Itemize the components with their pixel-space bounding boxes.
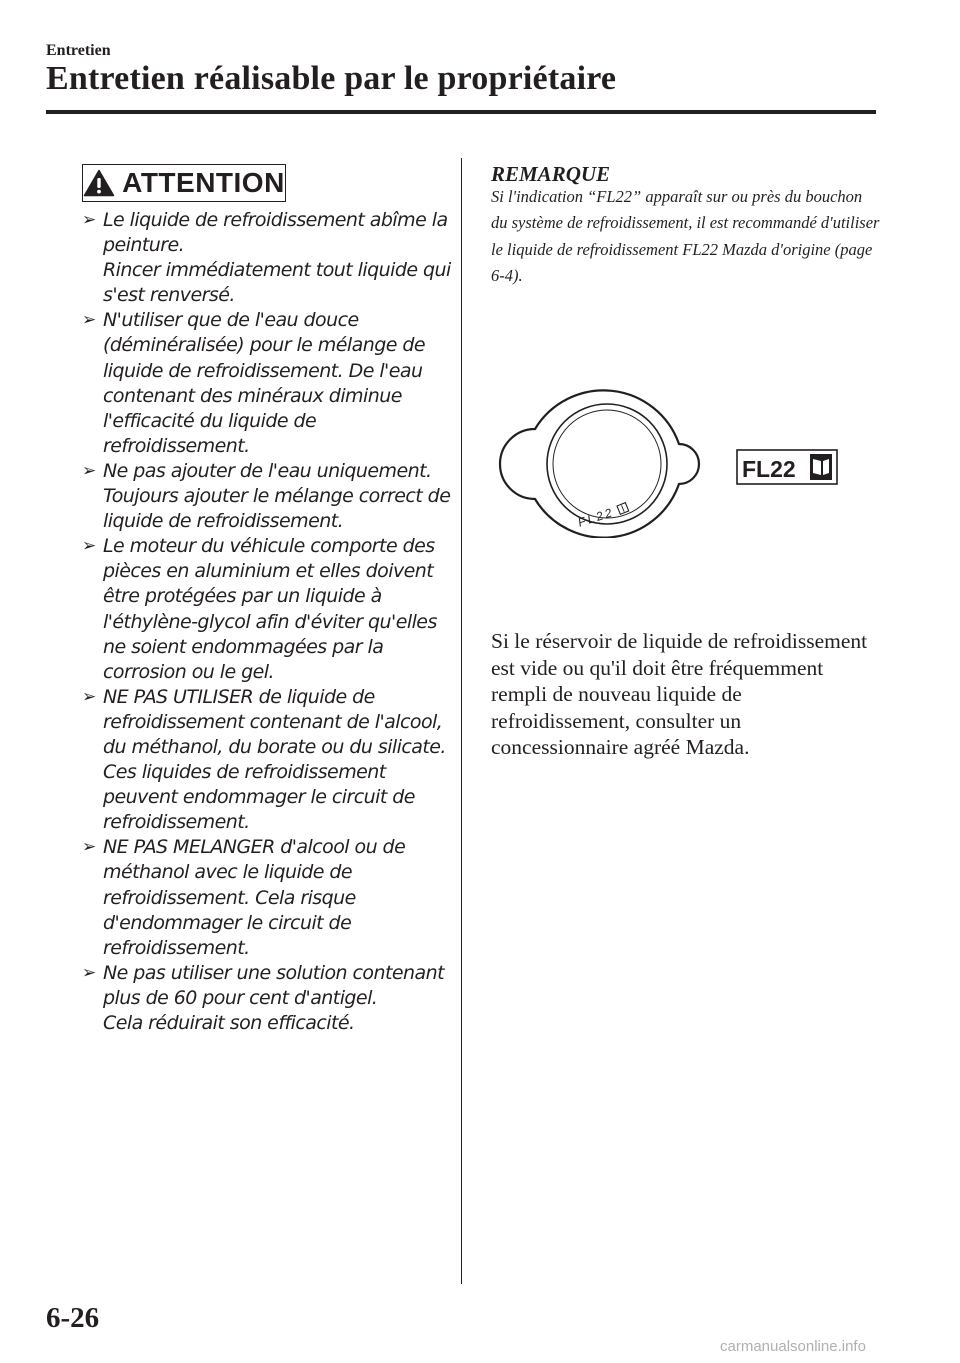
fl22-label-text: FL22 <box>742 456 796 482</box>
bullet-arrow-icon: ➢ <box>82 310 96 331</box>
warning-item-text: Ne pas ajouter de l'eau uniquement. Toujours ajouter le mélange correct de liquide de refroidissement. <box>103 459 451 533</box>
warning-item-text: Cela réduirait son efficacité. <box>103 1012 355 1034</box>
fl22-label <box>737 450 837 484</box>
section-label: Entretien <box>46 42 111 59</box>
warning-item <box>82 534 452 685</box>
cap-marking: FL22 <box>576 504 616 530</box>
warning-item <box>82 835 452 960</box>
manual-book-icon <box>810 454 832 480</box>
warning-box <box>82 164 286 202</box>
warning-item-text: NE PAS UTILISER de liquide de refroidissement contenant de l'alcool, du méthanol, du borate ou du silicate. <box>103 685 446 758</box>
warning-item-text: Le moteur du véhicule comporte des pièces en aluminium et elles doivent être protégées par un liquide à l'éthylène-glycol afin d'éviter qu'elles ne soient endommagées par la corrosion ou le gel. <box>103 535 437 683</box>
radiator-cap-icon <box>500 390 699 537</box>
radiator-cap-illustration <box>491 388 851 538</box>
warning-item <box>82 208 452 308</box>
warning-item-text: Ne pas utiliser une solution contenant plus de 60 pour cent d'antigel. <box>103 961 444 1009</box>
warning-item <box>82 459 452 534</box>
warning-item-text: NE PAS MELANGER d'alcool ou de méthanol avec le liquide de refroidissement. Cela risque d'endommager le circuit de refroidissement. <box>103 836 406 959</box>
bullet-arrow-icon: ➢ <box>82 460 96 481</box>
warning-item-text: N'utiliser que de l'eau douce (déminéralisée) pour le mélange de liquide de refroidissement. De l'eau contenant des minéraux diminue l'efficacité du liquide de refroidissement. <box>103 309 426 457</box>
body-text: Si le réservoir de liquide de refroidissement est vide ou qu'il doit être fréquemment rempli de nouveau liquide de refroidissement, consulter un concessionnaire agréé Mazda. <box>491 629 868 760</box>
warning-item-text: Ces liquides de refroidissement peuvent endommager le circuit de refroidissement. <box>103 761 415 834</box>
column-divider <box>461 158 462 1284</box>
bullet-arrow-icon: ➢ <box>82 686 96 707</box>
page-title: Entretien réalisable par le propriétaire <box>46 60 617 97</box>
warning-item <box>82 961 452 1036</box>
warning-item <box>82 685 452 836</box>
warning-item-text: Rincer immédiatement tout liquide qui s'est renversé. <box>103 259 451 307</box>
note-text: Si l'indication “FL22” apparaît sur ou près du bouchon du système de refroidissement, il est recommandé d'utiliser le liquide de refroidissement FL22 Mazda d'origine (page 6-4). <box>491 187 880 286</box>
warning-triangle-icon <box>83 169 115 197</box>
bullet-arrow-icon: ➢ <box>82 536 96 557</box>
warning-list <box>82 208 452 1036</box>
header-rule <box>46 110 876 114</box>
warning-item-text: Le liquide de refroidissement abîme la peinture. <box>103 209 448 257</box>
bullet-arrow-icon: ➢ <box>82 210 96 230</box>
page-number: 6-26 <box>46 1302 100 1334</box>
warning-label: ATTENTION <box>122 167 285 198</box>
bullet-arrow-icon: ➢ <box>82 962 96 983</box>
note-title: REMARQUE <box>491 162 611 186</box>
warning-item <box>82 308 452 459</box>
bullet-arrow-icon: ➢ <box>82 837 96 858</box>
watermark: carmanualsonline.info <box>720 1338 866 1355</box>
